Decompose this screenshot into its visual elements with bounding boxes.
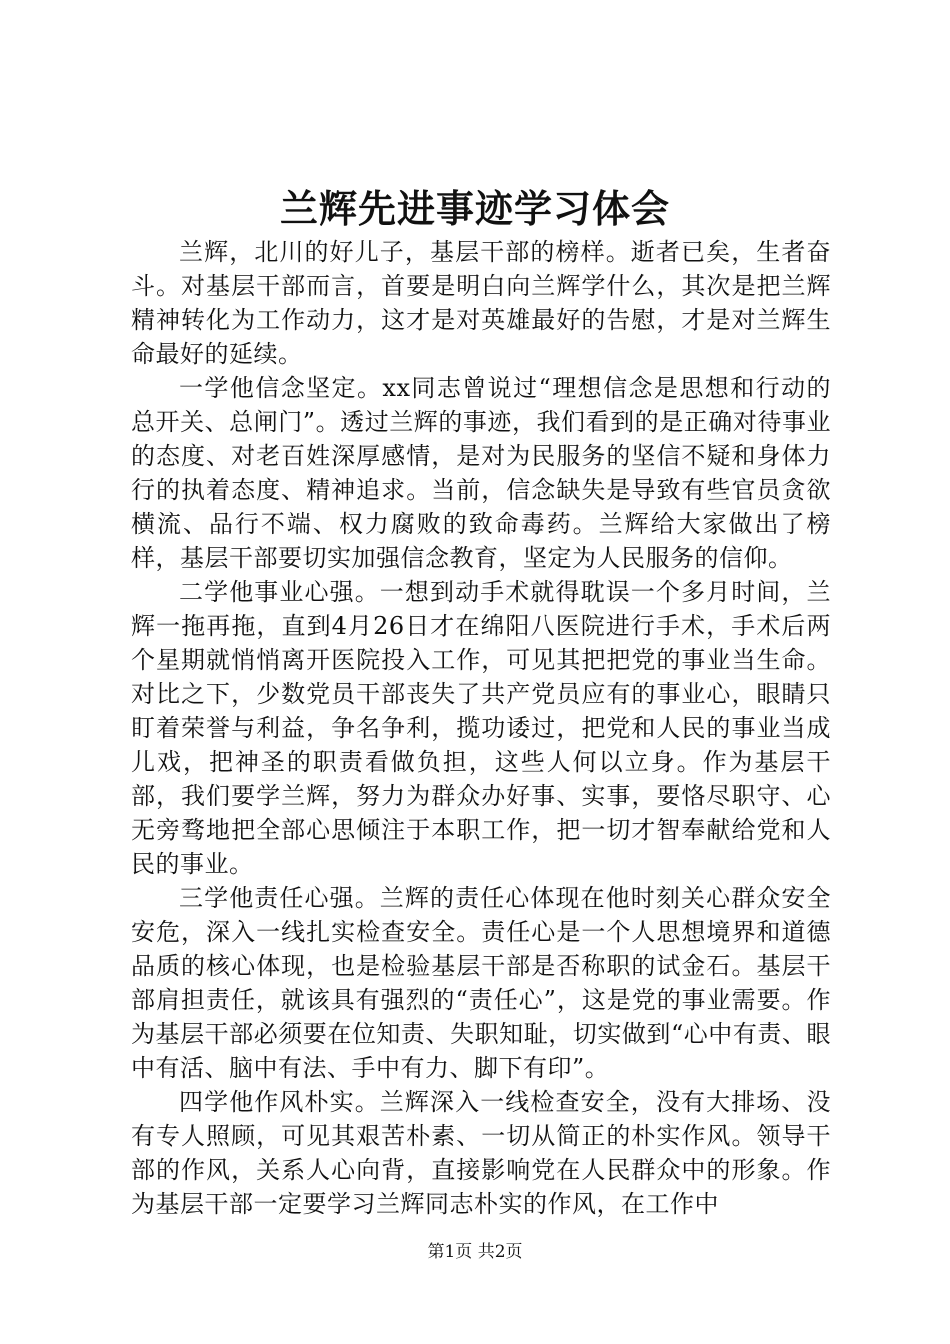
paragraph-intro: 兰辉，北川的好儿子，基层干部的榜样。逝者已矣，生者奋斗。对基层干部而言，首要是明白向兰辉学什么，其次是把兰辉精神转化为工作动力，这才是对英雄最好的告慰，才是对兰辉生命最好的延续。	[131, 238, 831, 368]
document-body	[131, 235, 831, 1221]
paragraph-belief: 一学他信念坚定。xx同志曾说过“理想信念是思想和行动的总开关、总闸门”。透过兰辉的事迹，我们看到的是正确对待事业的态度、对老百姓深厚感情，是对为民服务的坚信不疑和身体力行的执着态度、精神追求。当前，信念缺失是导致有些官员贪欲横流、品行不端、权力腐败的致命毒药。兰辉给大家做出了榜样，基层干部要切实加强信念教育，坚定为人民服务的信仰。	[131, 374, 831, 572]
paragraph-dedication: 二学他事业心强。一想到动手术就得耽误一个多月时间，兰辉一拖再拖，直到4月26日才在绵阳八医院进行手术，手术后两个星期就悄悄离开医院投入工作，可见其把把党的事业当生命。对比之下，少数党员干部丧失了共产党员应有的事业心，眼睛只盯着荣誉与利益，争名争利，揽功诿过，把党和人民的事业当成儿戏，把神圣的职责看做负担，这些人何以立身。作为基层干部，我们要学兰辉，努力为群众办好事、实事，要恪尽职守、心无旁骛地把全部心思倾注于本职工作，把一切才智奉献给党和人民的事业。	[131, 578, 831, 878]
document-title: 兰辉先进事迹学习体会	[279, 186, 670, 231]
paragraph-style: 四学他作风朴实。兰辉深入一线检查安全，没有大排场、没有专人照顾，可见其艰苦朴素、一切从简正的朴实作风。领导干部的作风，关系人心向背，直接影响党在人民群众中的形象。作为基层干部一定要学习兰辉同志朴实的作风，在工作中	[131, 1088, 831, 1218]
paragraph-responsibility: 三学他责任心强。兰辉的责任心体现在他时刻关心群众安全安危，深入一线扎实检查安全。责任心是一个人思想境界和道德品质的核心体现，也是检验基层干部是否称职的试金石。基层干部肩担责任，就该具有强烈的“责任心”，这是党的事业需要。作为基层干部必须要在位知责、失职知耻，切实做到“心中有责、眼中有活、脑中有法、手中有力、脚下有印”。	[131, 884, 831, 1082]
page-footer: 第1页 共2页	[427, 1242, 523, 1262]
